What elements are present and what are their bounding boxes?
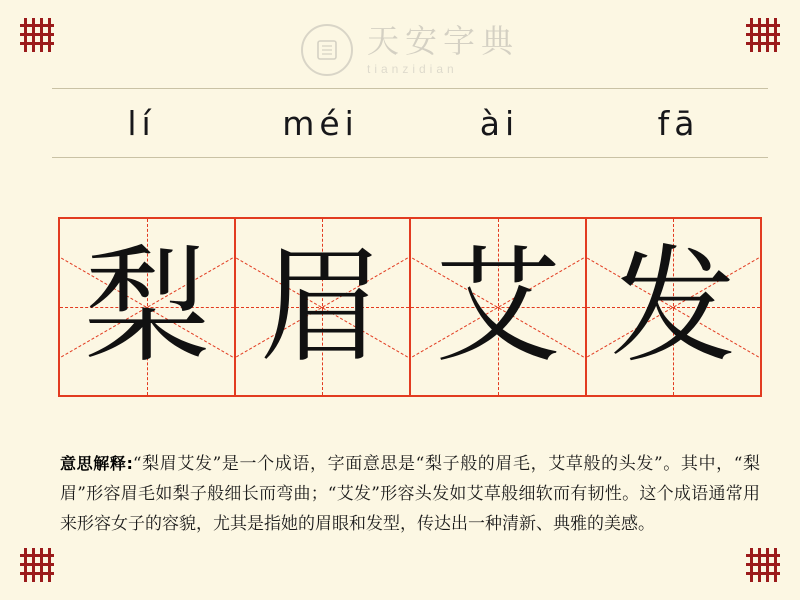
pinyin-staff — [52, 88, 768, 158]
explanation-label: 意思解释: — [60, 454, 133, 473]
brand-title: 天安字典 — [366, 22, 519, 60]
character-glyph-1: 梨 — [83, 233, 210, 380]
seal-icon — [301, 24, 353, 76]
brand-subtitle: tianzidian — [366, 62, 458, 76]
pinyin-syllable-1: lí — [127, 103, 156, 143]
character-cell — [411, 219, 587, 395]
ornament-corner-bottom-right — [746, 548, 780, 582]
character-cell — [60, 219, 236, 395]
character-glyph-2: 眉 — [259, 233, 386, 380]
character-cell — [236, 219, 412, 395]
brand-watermark — [10, 24, 800, 76]
pinyin-syllable-3: ài — [479, 103, 520, 143]
explanation-block — [60, 450, 760, 539]
pinyin-syllable-2: méi — [282, 103, 359, 143]
character-glyph-4: 发 — [610, 233, 737, 380]
ornament-corner-bottom-left — [20, 548, 54, 582]
character-cell — [587, 219, 761, 395]
ornament-corner-top-left — [20, 18, 54, 52]
character-glyph-3: 艾 — [434, 233, 561, 380]
explanation-text: “梨眉艾发”是一个成语，字面意思是“梨子般的眉毛，艾草般的头发”。其中，“梨眉”形容眉毛如梨子般细长而弯曲；“艾发”形容头发如艾草般细软而有韧性。这个成语通常用来形容女子的容貌，尤其是指她的眉眼和发型，传达出一种清新、典雅的美感。 — [60, 454, 761, 534]
character-grid — [58, 217, 762, 397]
ornament-corner-top-right — [746, 18, 780, 52]
pinyin-syllable-4: fā — [657, 103, 700, 143]
